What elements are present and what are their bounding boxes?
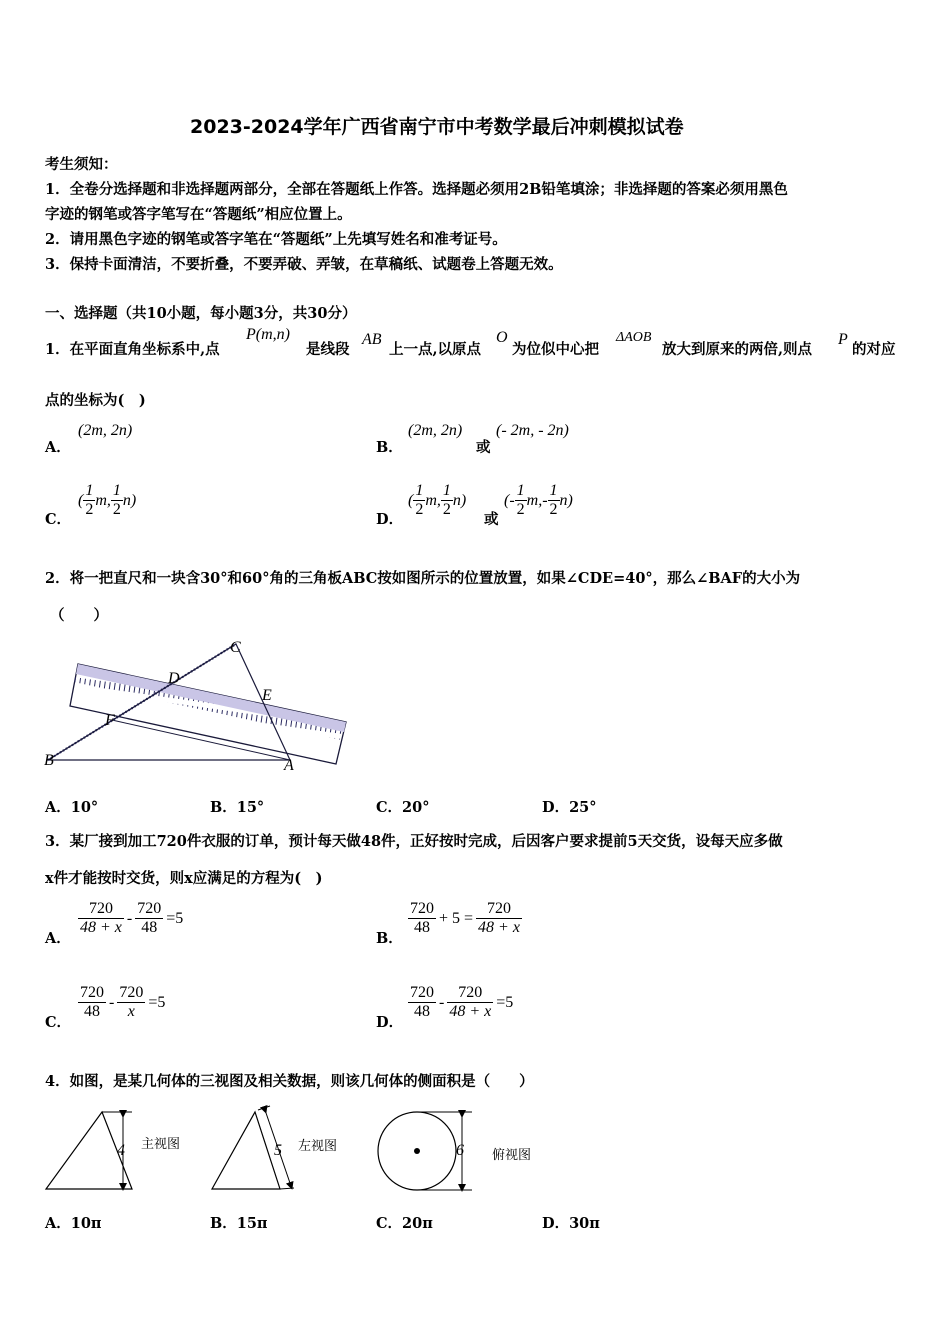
label-d: D bbox=[168, 670, 180, 687]
q1-point-p-2: P bbox=[838, 331, 848, 348]
label-a: A bbox=[284, 757, 294, 774]
top-view-center-dot bbox=[414, 1148, 420, 1154]
top-view-label: 俯视图 bbox=[492, 1148, 532, 1163]
q1-option-c-label: C． bbox=[45, 511, 72, 528]
front-view-dimension: 4 bbox=[117, 1142, 125, 1159]
notice-heading: 考生须知： bbox=[45, 156, 118, 173]
q2-text: 2．将一把直尺和一块含30°和60°角的三角板ABC按如图所示的位置放置，如果∠CDE=40°，那么∠BAF的大小为 bbox=[45, 570, 801, 587]
q3-option-b-equation: $\frac{720}{48}$ + 5 = $\frac{720}{48 + x}$ bbox=[410, 900, 520, 936]
q3-text-1: 3．某厂接到加工720件衣服的订单，预计每天做48件，正好按时完成，后因客户要求提前5天交货，设每天应多做 bbox=[45, 833, 783, 850]
q3-text-2: x件才能按时交货，则x应满足的方程为( ) bbox=[45, 870, 323, 887]
q1-option-d-value-2: (- $\frac{1}{2}$ m,- $\frac{1}{2}$ n) bbox=[504, 482, 573, 518]
notice-line-3: 3．保持卡面清洁，不要折叠，不要弄破、弄皱，在草稿纸、试题卷上答题无效。 bbox=[45, 256, 563, 273]
q1-text-2: 是线段 bbox=[306, 341, 350, 358]
q1-option-b-value-1: (2m, 2n) bbox=[408, 422, 463, 439]
left-view-dimension: 5 bbox=[274, 1142, 282, 1159]
q2-paren: （ ） bbox=[50, 607, 108, 624]
q4-text: 4．如图，是某几何体的三视图及相关数据，则该几何体的侧面积是（ ） bbox=[45, 1073, 534, 1090]
q1-origin-o: O bbox=[496, 329, 508, 346]
q1-option-b-value-2: (- 2m, - 2n) bbox=[496, 422, 569, 439]
q2-option-c: C．20° bbox=[376, 799, 430, 816]
q1-text-1: 1．在平面直角坐标系中,点 bbox=[45, 341, 220, 358]
q1-text-6: 的对应 bbox=[852, 341, 896, 358]
top-view-dimension: 6 bbox=[456, 1142, 464, 1159]
q1-point-p: P(m,n) bbox=[246, 326, 290, 343]
q3-option-d-label: D． bbox=[376, 1014, 404, 1031]
q4-option-a: A．10π bbox=[45, 1215, 102, 1232]
q3-option-d-equation: $\frac{720}{48}$ - $\frac{720}{48 + x}$ =5 bbox=[410, 984, 514, 1020]
q1-segment-ab: AB bbox=[362, 331, 382, 348]
q3-option-c-label: C． bbox=[45, 1014, 72, 1031]
label-f: F bbox=[105, 712, 115, 729]
q1-option-c-value: ( $\frac{1}{2}$ m, $\frac{1}{2}$ n) bbox=[78, 482, 137, 518]
q1-text-5: 放大到原来的两倍,则点 bbox=[662, 341, 813, 358]
notice-line-1a: 1．全卷分选择题和非选择题两部分，全部在答题纸上作答。选择题必须用2B铅笔填涂；非选择题的答案必须用黑色 bbox=[45, 181, 788, 198]
q1-option-a-value: (2m, 2n) bbox=[78, 422, 133, 439]
left-view-label: 左视图 bbox=[298, 1139, 338, 1154]
q3-option-a-equation: $\frac{720}{48 + x}$ - $\frac{720}{48}$ =5 bbox=[80, 900, 184, 936]
label-e: E bbox=[262, 687, 272, 704]
q3-option-b-label: B． bbox=[376, 930, 403, 947]
q2-ruler-triangle-diagram bbox=[40, 636, 360, 776]
q4-option-d: D．30π bbox=[542, 1215, 600, 1232]
q2-option-a: A．10° bbox=[45, 799, 99, 816]
notice-line-2: 2．请用黑色字迹的钢笔或答字笔在“答题纸”上先填写姓名和准考证号。 bbox=[45, 231, 507, 248]
q1-option-d-or: 或 bbox=[484, 511, 499, 528]
q1-triangle-aob: ΔAOB bbox=[616, 330, 652, 345]
q2-option-d: D．25° bbox=[542, 799, 597, 816]
q3-option-a-label: A． bbox=[45, 930, 71, 947]
page-title: 2023-2024学年广西省南宁市中考数学最后冲刺模拟试卷 bbox=[190, 116, 684, 138]
q1-option-d-label: D． bbox=[376, 511, 404, 528]
q2-option-b: B．15° bbox=[210, 799, 265, 816]
label-c: C bbox=[230, 639, 241, 656]
q1-text-4: 为位似中心把 bbox=[512, 341, 599, 358]
q1-option-b-or: 或 bbox=[476, 439, 491, 456]
label-b: B bbox=[44, 752, 54, 769]
q4-option-b: B．15π bbox=[210, 1215, 268, 1232]
notice-line-1b: 字迹的钢笔或答字笔写在“答题纸”相应位置上。 bbox=[45, 206, 352, 223]
front-view-label: 主视图 bbox=[141, 1137, 181, 1152]
section-heading: 一、选择题（共10小题，每小题3分，共30分） bbox=[45, 305, 357, 322]
q1-text-3: 上一点,以原点 bbox=[389, 341, 482, 358]
q1-option-a-label: A． bbox=[45, 439, 71, 456]
q4-three-views-diagram bbox=[40, 1104, 560, 1200]
q4-option-c: C．20π bbox=[376, 1215, 433, 1232]
q3-option-c-equation: $\frac{720}{48}$ - $\frac{720}{x}$ =5 bbox=[80, 984, 166, 1020]
q1-option-b-label: B． bbox=[376, 439, 403, 456]
q1-text-7: 点的坐标为( ) bbox=[45, 392, 146, 409]
q1-option-d-value-1: ( $\frac{1}{2}$ m, $\frac{1}{2}$ n) bbox=[408, 482, 467, 518]
